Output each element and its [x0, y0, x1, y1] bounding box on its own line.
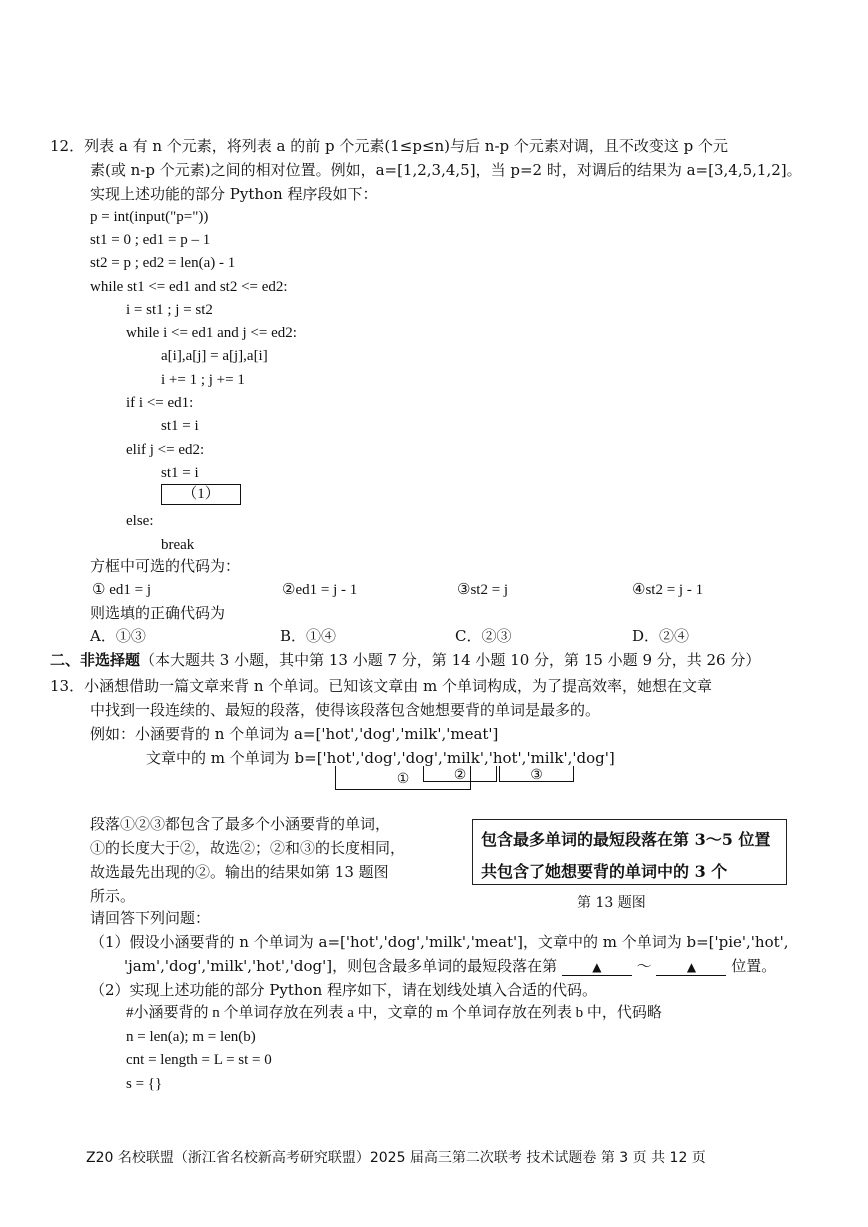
code-blank-box-1: （1） — [161, 484, 241, 505]
q13-example-1: 例如：小涵要背的 n 个单词为 a=['hot','dog','milk','meat'] — [90, 725, 499, 743]
q12-code-line: else: — [126, 513, 154, 529]
q13-code-line: cnt = length = L = st = 0 — [126, 1052, 272, 1068]
q12-code-line: elif j <= ed2: — [126, 442, 205, 458]
q12-code-line: i = st1 ; j = st2 — [126, 302, 213, 318]
code-option-1: ① ed1 = j — [92, 582, 151, 598]
q13-code-line: #小涵要背的 n 个单词存放在列表 a 中，文章的 m 个单词存放在列表 b 中，代码略 — [126, 1005, 662, 1021]
q13-line-1: 13．小涵想借助一篇文章来背 n 个单词。已知该文章由 m 个单词构成，为了提高效率，她想在文章 — [50, 677, 713, 695]
q12-code-line: st1 = i — [161, 465, 199, 481]
segment-bracket-3 — [499, 766, 574, 782]
q13-para: 故选最先出现的②。输出的结果如第 13 题图 — [90, 863, 389, 881]
q13-code-line: s = {} — [126, 1076, 163, 1092]
q12-code-line: p = int(input("p=")) — [90, 209, 209, 225]
q13-sub1-line-1: （1）假设小涵要背的 n 个单词为 a=['hot','dog','milk','meat']，文章中的 m 个单词为 b=['pie','hot', — [90, 933, 789, 951]
q12-code-line: break — [161, 537, 195, 553]
section2-desc: （本大题共 3 小题，其中第 13 小题 7 分，第 14 小题 10 分，第 15 小题 9 分，共 26 分） — [140, 651, 761, 669]
options-intro: 方框中可选的代码为： — [90, 557, 241, 575]
sub1-suffix: 位置。 — [731, 957, 777, 975]
q12-code-line: a[i],a[j] = a[j],a[i] — [161, 348, 268, 364]
choice-a: A．①③ — [90, 627, 146, 645]
code-option-4: ④st2 = j - 1 — [632, 582, 704, 598]
q13-para: 所示。 — [90, 887, 136, 905]
q13-para: ①的长度大于②，故选②；②和③的长度相同， — [90, 839, 406, 857]
q12-code-line: while st1 <= ed1 and st2 <= ed2: — [90, 279, 288, 295]
q12-code-line: st2 = p ; ed2 = len(a) - 1 — [90, 255, 236, 271]
output-box — [472, 819, 787, 885]
section2-title: 二、非选择题 — [50, 651, 141, 669]
q12-code-line: st1 = i — [161, 418, 199, 434]
q13-example-2: 文章中的 m 个单词为 b=['hot','dog','dog','milk','hot','milk','dog'] — [146, 749, 615, 767]
output-line-2: 共包含了她想要背的单词中的 3 个 — [481, 862, 728, 881]
q13-code-line: n = len(a); m = len(b) — [126, 1029, 256, 1045]
q12-line-3: 实现上述功能的部分 Python 程序段如下： — [90, 185, 378, 203]
sub1-text: 'jam','dog','milk','hot','dog']，则包含最多单词的最短段落在第 — [124, 957, 558, 975]
q12-code-line: st1 = 0 ; ed1 = p – 1 — [90, 232, 211, 248]
q12-line-2: 素(或 n-p 个元素)之间的相对位置。例如，a=[1,2,3,4,5]，当 p=2 时，对调后的结果为 a=[3,4,5,1,2]。 — [90, 161, 802, 179]
code-option-2: ②ed1 = j - 1 — [282, 582, 358, 598]
answer-blank-end[interactable]: ▲ — [656, 959, 726, 976]
tilde: ～ — [636, 957, 652, 975]
q12-code-line: while i <= ed1 and j <= ed2: — [126, 325, 297, 341]
q13-sub2: （2）实现上述功能的部分 Python 程序如下，请在划线处填入合适的代码。 — [90, 981, 598, 999]
section2-heading — [50, 650, 760, 670]
q12-code-line: if i <= ed1: — [126, 395, 194, 411]
q13-ask: 请回答下列问题： — [90, 909, 211, 927]
q12-line-1: 12．列表 a 有 n 个元素，将列表 a 的前 p 个元素(1≤p≤n)与后 n-p 个元素对调，且不改变这 p 个元 — [50, 137, 729, 155]
segment-label-3: ③ — [530, 767, 543, 783]
figure-caption: 第 13 题图 — [577, 895, 646, 911]
segment-bracket-2 — [423, 766, 497, 782]
q12-question: 则选填的正确代码为 — [90, 604, 226, 622]
q13-line-2: 中找到一段连续的、最短的段落，使得该段落包含她想要背的单词是最多的。 — [90, 701, 601, 719]
segment-label-2: ② — [453, 767, 467, 783]
q13-sub1-line-2 — [124, 956, 776, 976]
code-option-3: ③st2 = j — [457, 582, 509, 598]
q12-code-line: i += 1 ; j += 1 — [161, 372, 245, 388]
choice-c: C．②③ — [455, 627, 512, 645]
output-line-1: 包含最多单词的最短段落在第 3～5 位置 — [481, 830, 771, 849]
choice-b: B．①④ — [280, 627, 337, 645]
segment-label-1: ① — [396, 771, 410, 787]
page-footer: Z20 名校联盟（浙江省名校新高考研究联盟）2025 届高三第二次联考 技术试题卷 第 3 页 共 12 页 — [86, 1150, 706, 1166]
choice-d: D．②④ — [632, 627, 690, 645]
answer-blank-start[interactable]: ▲ — [562, 959, 632, 976]
q13-para: 段落①②③都包含了最多个小涵要背的单词， — [90, 815, 391, 833]
